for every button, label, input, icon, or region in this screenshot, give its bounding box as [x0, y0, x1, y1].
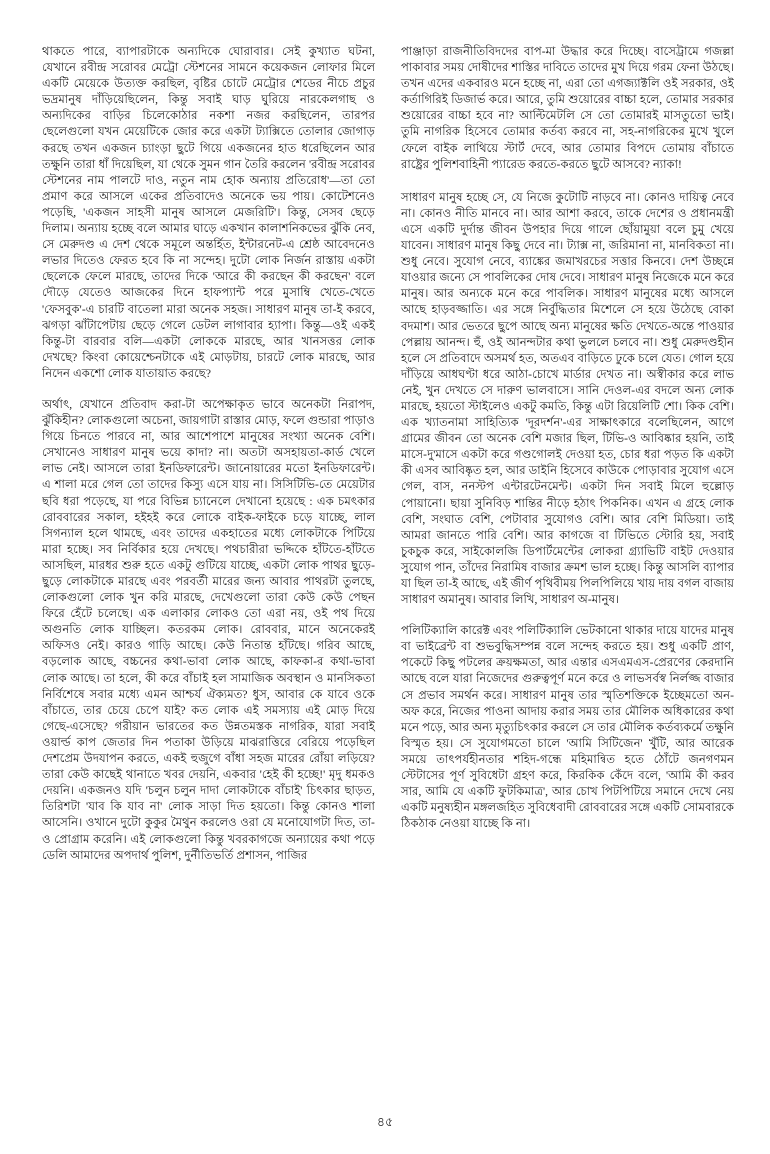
paragraph: পলিটিক্যালি কারেক্ট এবং পলিটিক্যালি ভেটকানো থাকার দায়ে যাদের মানুষ বা ভাইব্রেন্ট বা শুভবুদ্ধিসম্পন্ন বলে সন্দেহ করতে হয়। শুধু একটি প্রাণ, পকেটে কিছু পটলের ক্রয়ক্ষমতা, আর এন্তার এসএমএস-প্রেরণের কেরদানি আছে বলে যারা নিজেদের গুরুত্বপূর্ণ মনে করে ও লাভসর্বস্ব নির্লজ্জ বাজার সে প্রভাব সমর্থন করে। সাধারণ মানুষ তার স্মৃতিশক্তিকে ইচ্ছেমতো অন-অফ করে, নিজের পাওনা আদায় করার সময় তার মৌলিক অধিকারের কথা মনে পড়ে, আর অন্য মৃত্যুচিৎকার করলে সে তার মৌলিক কর্তব্যকর্মে তক্ষুনি বিস্মৃত হয়। সে সুযোগমতো চালে 'আমি সিটিজেন' খুঁটি, আর আরেক সময়ে তাৎপর্যহীনতার শহিদ-গন্ধে মহিমান্বিত হতে ঠোঁটে জনগণমন স্টেটাসের পূর্ণ সুবিধেটা গ্রহণ করে, কিরকিক কেঁদে বলে, 'আমি কী করব সার, আমি যে একটি ফুটকিমাত্র', আর চোখ পিটপিটিয়ে সমানে দেখে নেয় একটি মনুষ্যহীন মঙ্গলজহিত সুবিধেবাদী রোববারের সঙ্গে একটি সোমবারকে ঠিকঠাক নেওয়া যাচ্ছে কি না।	[401, 625, 734, 831]
paragraph: পাঞ্জাড়া রাজনীতিবিদদের বাপ-মা উদ্ধার করে দিচ্ছে। বাসেট্রামে গজল্লা পাকাবার সময় দোষীদের শাস্তির দাবিতে তাদের মুখ দিয়ে গরম ফেনা উঠছে। তখন এদের একবারও মনে হচ্ছে না, এরা তো এগজ্যাক্টলি ওই সরকার, ওই কর্তাগিরিই ডিজার্ভ করে। আরে, তুমি শুয়োরের বাচ্চা হলে, তোমার সরকার শুয়োরের বাচ্চা হবে না? আল্টিমেটলি সে তো তোমারই মাসতুতো ভাই। তুমি নাগরিক হিসেবে তোমার কর্তব্য করবে না, সহ-নাগরিকের মুখে খুলে ফেলে বাইক লাথিয়ে স্টার্ট দেবে, আর তোমার বিপদে তোমায় বাঁচাতে রাষ্ট্রের পুলিশবাহিনী প্যারেড করতে-করতে ছুটে আসবে? ন্যাকা!	[401, 46, 734, 171]
paragraph: অর্থাৎ, যেখানে প্রতিবাদ করা-টা অপেক্ষাকৃত ভাবে অনেকটা নিরাপদ, ঝুঁকিহীন? লোকগুলো অচেনা, জায়গাটা রাস্তার মোড়, ফলে গুন্ডারা পাড়াও গিয়ে চিনতে পারবে না, আর আশেপাশে মানুষের সংখ্যা অনেক বেশি। সেখানেও সাধারণ মানুষ ভয়ে কাদা? না। অতটা অসহায়তা-কার্ড খেলে লাভ নেই। আসলে তারা ইনডিফারেন্ট। জানোয়ারের মতো ইনডিফারেন্ট। এ শালা মরে গেল তো তাদের কিস্যু এসে যায় না। সিসিটিভি-তে মেয়েটার ছবি ধরা পড়েছে, যা পরে বিভিন্ন চ্যানেলে দেখানো হয়েছে : এক চমৎকার রোববারের সকাল, হইহই করে লোকে বাইক-ফাইকে চড়ে যাচ্ছে, লাল সিগন্যাল হলে থামছে, এবং তাদের একহাতের মধ্যে লোকটাকে পিটিয়ে মারা হচ্ছে। সব নির্বিকার হয়ে দেখছে। পথচারীরা ভদ্দিকে হাঁটতে-হাঁটতে আসছিল, মারধর শুরু হতে একটু গুটিয়ে যাচ্ছে, একটা লোক পাথর ছুড়ে-ছুড়ে লোকটাকে মারছে এবং পরবর্তী মারের জন্য আবার পাথরটা তুলছে, লোকগুলো লোক খুন করি মারছে, দেখেগুলো তারা কেউ কেউ পেছন ফিরে হেঁটে চলেছে। এক এলাকার লোকও তো এরা নয়, ওই পথ দিয়ে অগুনতি লোক যাচ্ছিল। কতরকম লোক। রোববার, মানে অনেকেরই অফিসও নেই। কারও গাড়ি আছে। কেউ নিতান্ত হাঁটছে। গরিব আছে, বড়লোক আছে, বচ্চনের কথা-ভাবা লোক আছে, কাফকা-র কথা-ভাবা লোক আছে। তা হলে, কী করে বাঁচাই হল সামাজিক অবস্থান ও মানসিকতা নির্বিশেষে সবার মধ্যে এমন আশ্চর্য ঐক্যমত? ধুস, আবার কে যাবে ওকে বাঁচাতে, তার চেয়ে চেপে যাই? কত লোক এই সমস্যায় এই মোড় দিয়ে গেছে-এসেছে? গরীয়ান ভারতের কত উন্নতমস্তক নাগরিক, যারা সবাই ওয়ার্ল্ড কাপ জেতার দিন পতাকা উড়িয়ে মাঝরাত্তিরে বেরিয়ে পড়েছিল দেশপ্রেম উদযাপন করতে, একই হুজুগে বাঁধা সহজ মারের রোঁয়া লড়িয়ে? তারা কেউ কাছেই থানাতে খবর দেয়নি, একবার 'হেই কী হচ্ছে!' মৃদু ধমকও দেয়নি। একজনও যদি 'চলুন চলুন দাদা লোকটাকে বাঁচাই' চিৎকার ছাড়ত, তিরিশটা 'যাব কি যাব না' লোক সাড়া দিত হয়তো। কিন্তু কোনও শালা আসেনি। ওখানে দুটো কুকুর মৈথুন করলেও ওরা যে মনোযোগটা দিত, তা-ও প্রোগ্রাম করেনি। এই লোকগুলো কিন্তু খবরকাগজে অন্যায়ের কথা পড়ে ডেলি আমাদের অপদার্থ পুলিশ, দুর্নীতিভর্তি প্রশাসন, পাজির	[42, 398, 375, 862]
text-columns	[42, 44, 734, 1106]
left-column	[42, 44, 375, 1106]
paragraph: থাকতে পারে, ব্যাপারটাকে অন্যদিকে ঘোরাবার। সেই কুখ্যাত ঘটনা, যেখানে রবীন্দ্র সরোবর মেট্রো স্টেশনের সামনে কয়েকজন লোফার মিলে একটি মেয়েকে উত্যক্ত করছিল, বৃষ্টির চোটে মেট্রোর শেডের নীচে প্রচুর ভদ্রমানুষ দাঁড়িয়েছিলেন, কিন্তু সবাই ঘাড় ঘুরিয়ে নারকেলগাছ ও অন্যদিকের বাড়ির চিলেকোঠার নকশা নজর করছিলেন, তারপর ছেলেগুলো যখন মেয়েটিকে জোর করে একটা ট্যাক্সিতে তোলার জোগাড় করছে তখন একজন চ্যাংড়া ছুটে গিয়ে একজনের হাত ধরেছিলেন আর তক্ষুনি তারা ধাঁ দিয়েছিল, যা থেকে সুমন গান তৈরি করলেন 'রবীন্দ্র সরোবর স্টেশনের নাম পালটে দাও, নতুন নাম হোক অন্যায় প্রতিরোধ'—তা তো প্রমাণ করে আসলে একের প্রতিবাদেও অনেকে ভয় পায়। কোটেশনেও পড়েছি, 'একজন সাহসী মানুষ আসলে মেজরিটি'। কিন্তু, সেসব ছেড়ে দিলাম। অন্যায় হচ্ছে বলে আমার ঘাড়ে একখান কালাশনিকভের ঝুঁকি নেব, সে মেরুদণ্ড এ দেশ থেকে সমূলে অন্তর্হিত, ইন্টারনেট-এ শ্রেষ্ঠ আবেদনেও লভার দিতেও ফেরত হবে কি না সন্দেহ। দুটো লোক নির্জন রাস্তায় একটা ছেলেকে ফেলে মারছে, তাদের দিকে 'আরে কী করছেন কী করছেন' বলে দৌড়ে যেতেও আজকের দিনে হাফপ্যান্ট পরে মুসাম্বি খেতে-খেতে 'ফেসবুক'-এ চারটি বাতেলা মারা অনেক সহজ। সাধারণ মানুষ তা-ই করবে, ঝগড়া ঝাঁটাপেটায় ছেড়ে গেলে ডেটল লাগাবার হ্যাপা। কিন্তু—ওই একই কিন্তু-টা বারবার বলি—একটা লোককে মারছে, আর খানসত্তর লোক দেখছে? কিংবা কোয়েশ্চেনটাকে এই মোড়টায়, চারটে লোক মারছে, আর নিদেন একশো লোক যাতায়াত করছে?	[42, 46, 375, 380]
paragraph: সাধারণ মানুষ হচ্ছে সে, যে নিজে কুটোটি নাড়বে না। কোনও দায়িত্ব নেবে না। কোনও নীতি মানবে না। আর আশা করবে, তাকে দেশের ও প্রধানমন্ত্রী এসে একটি দুর্দান্ত জীবন উপহার দিয়ে গালে ছোঁয়ামুয়া বলে চুমু খেয়ে যাবেন। সাধারণ মানুষ কিছু দেবে না। ট্যাক্স না, জরিমানা না, মানবিকতা না। শুধু নেবে। সুযোগ নেবে, ব্যাঙ্কের জমাখরচের সত্তার কিনবে। দেশ উচ্ছন্নে যাওয়ার জন্যে সে পাবলিকের দোষ দেবে। সাধারণ মানুষ নিজেকে মনে করে মানুষ। আর অন্যকে মনে করে পাবলিক। সাধারণ মানুষের মধ্যে আসলে আছে হাড়বজ্জাতি। এর সঙ্গে নির্বুদ্ধিতার মিশেলে সে হয়ে উঠেছে বোকা বদমাশ। আর ভেতরে ছুপে আছে অন্য মানুষের ক্ষতি দেখতে-অন্তে পাওয়ার পেল্লায় আনন্দ। হুঁ, ওই আনন্দটার কথা ভুললে চলবে না। শুধু মেরুদণ্ডহীন হলে সে প্রতিবাদে অসমর্থ হত, অতএব বাড়িতে ঢুকে চলে যেত। গোল হয়ে দাঁড়িয়ে আধঘণ্টা ধরে আঠা-চোখে মার্ডার দেখত না। অস্বীকার করে লাভ নেই, খুন দেখতে সে দারুণ ভালবাসে। সানি দেওল-এর বদলে অন্য লোক মারছে, হয়তো স্টাইলেও একটু কমতি, কিন্তু এটা রিয়েলিটি শো। কিক বেশি। এক খ্যাতনামা সাহিত্যিক 'দূরদর্শন'-এর সাক্ষাৎকারে বলেছিলেন, আগে গ্রামের জীবন তো অনেক বেশি মজার ছিল, টিভি-ও আবিষ্কার হয়নি, তাই মাসে-দু'মাসে একটা করে গণ্ডগোলই দেওয়া হত, চোর ধরা পড়ত কি একটা কী এসব আবিষ্কৃত হল, আর ডাইনি হিসেবে কাউকে পোড়াবার সুযোগ এসে গেল, বাস, ননস্টপ এন্টারটেনমেন্ট। একটা দিন সবাই মিলে হুল্লোড় পোয়ানো। ছায়া সুনিবিড় শান্তির নীড়ে হঠাৎ পিকনিক। এখন এ গ্রহে লোক বেশি, সংঘাত বেশি, পেটাবার সুযোগও বেশি। আর বেশি মিডিয়া। তাই আমরা জানতে পারি বেশি। আর কাগজে বা টিভিতে স্টোরি হয়, সবাই চুকচুক করে, সাইকোলজি ডিপার্টমেন্টের লোকরা গ্র্যাভিটি বাইট দেওয়ার সুযোগ পান, তাঁদের নিরামিষ বাজার ক্রমশ ভাল হচ্ছে। কিন্তু আসলি ব্যাপার যা ছিল তা-ই আছে, এই জীর্ণ পৃথিবীময় পিলপিলিয়ে খায় দায় বগল বাজায় সাধারণ অমানুষ। আবার লিখি, সাধারণ অ-মানুষ।	[401, 191, 734, 607]
page-number: ৪৫	[376, 1115, 394, 1129]
right-column	[401, 44, 734, 1106]
